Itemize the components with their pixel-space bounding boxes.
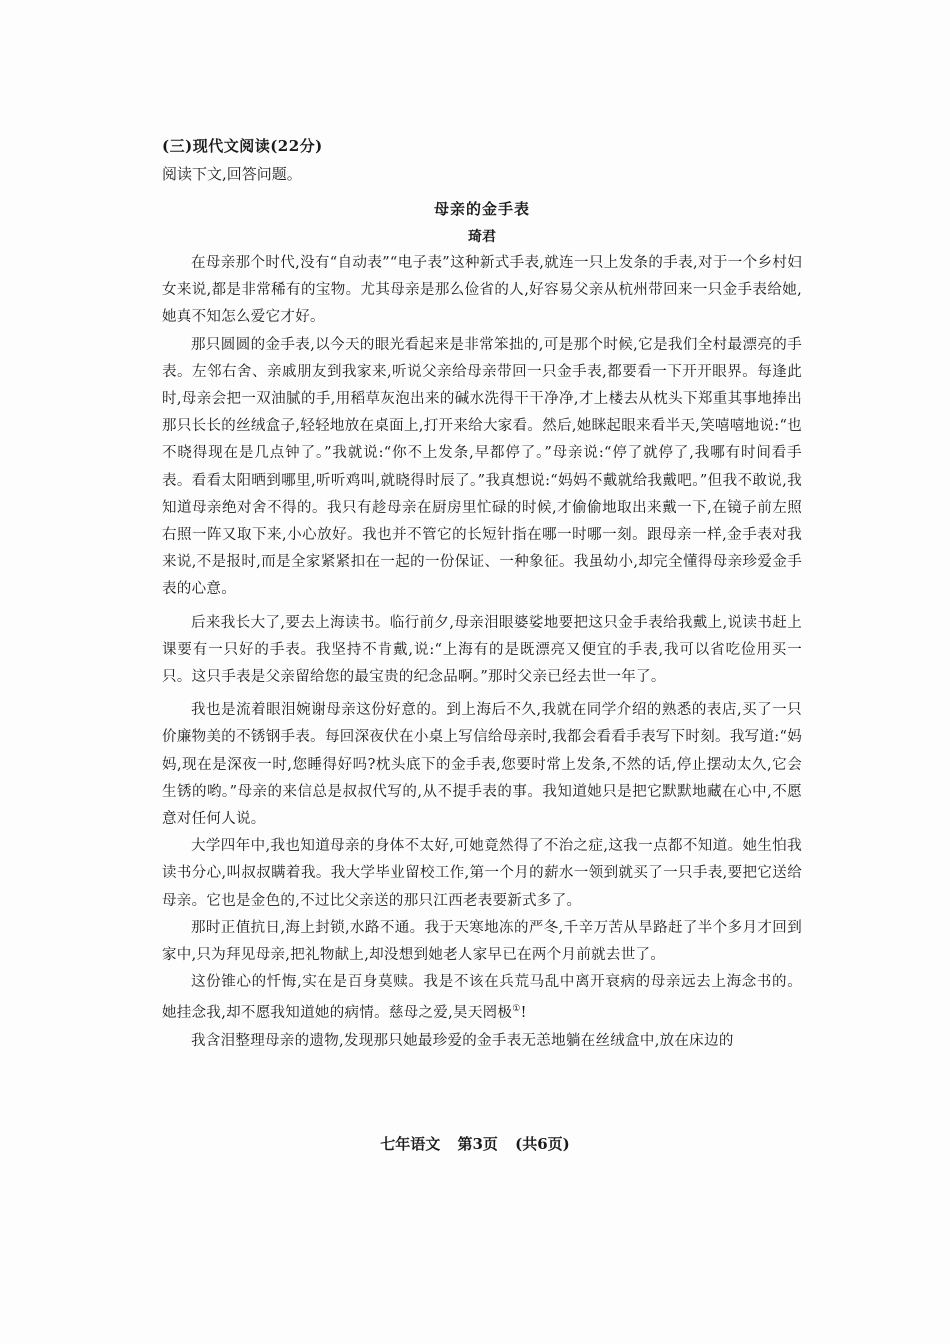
paragraph-7-text: 这份锥心的忏悔,实在是百身莫赎。我是不该在兵荒马乱中离开衰病的母亲远去上海念书的。她挂念我,却不愿我知道她的病情。慈母之爱,昊天罔极: [162, 974, 802, 1022]
article-author: 琦君: [468, 229, 496, 245]
paragraph-1: 在母亲那个时代,没有“自动表”“电子表”这种新式手表,就连一只上发条的手表,对于一个乡村妇女来说,都是非常稀有的宝物。尤其母亲是那么俭省的人,好容易父亲从杭州带回来一只金手表给她,她真不知怎么爱它才好。: [162, 255, 802, 326]
reading-section: [162, 132, 802, 1055]
section-instruction: 阅读下文,回答问题。: [162, 165, 302, 183]
paragraph-4: 我也是流着眼泪婉谢母亲这份好意的。到上海后不久,我就在同学介绍的熟悉的表店,买了一只价廉物美的不锈钢手表。每回深夜伏在小桌上写信给母亲时,我都会看看手表写下时刻。我写道:“妈妈,现在是深夜一时,您睡得好吗?枕头底下的金手表,您要时常上发条,不然的话,停止摆动太久,它会生锈的哟。”母亲的来信总是叔叔代写的,从不提手表的事。我知道她只是把它默默地藏在心中,不愿意对任何人说。: [162, 702, 802, 828]
paragraph-8: 我含泪整理母亲的遗物,发现那只她最珍爱的金手表无恙地躺在丝绒盒中,放在床边的: [191, 1032, 734, 1049]
article-title: 母亲的金手表: [433, 200, 530, 218]
footer-total-pages: (共6页): [515, 1135, 570, 1153]
paragraph-5: 大学四年中,我也知道母亲的身体不太好,可她竟然得了不治之症,这我一点都不知道。她生怕我读书分心,叫叔叔瞒着我。我大学毕业留校工作,第一个月的薪水一领到就买了一只手表,要把它送给母亲。它也是金色的,不过比父亲送的那只江西老表要新式多了。: [162, 838, 802, 909]
paragraph-2: 那只圆圆的金手表,以今天的眼光看起来是非常笨拙的,可是那个时候,它是我们全村最漂亮的手表。左邻右舍、亲戚朋友到我家来,听说父亲给母亲带回一只金手表,都要看一下开开眼界。每逢此时,母亲会把一双油腻的手,用稻草灰泡出来的碱水洗得干干净净,才上楼去从枕头下郑重其事地捧出那只长长的丝绒盒子,轻轻地放在桌面上,打开来给大家看。然后,她眯起眼来看半天,笑嘻嘻地说:“也不晓得现在是几点钟了。”我就说:“你不上发条,早都停了。”母亲说:“停了就停了,我哪有时间看手表。看看太阳晒到哪里,听听鸡叫,就晓得时辰了。”我真想说:“妈妈不戴就给我戴吧。”但我不敢说,我知道母亲绝对舍不得的。我只有趁母亲在厨房里忙碌的时候,才偷偷地取出来戴一下,在镜子前左照右照一阵又取下来,小心放好。我也并不管它的长短针指在哪一时哪一刻。跟母亲一样,金手表对我来说,不是报时,而是全家紧紧扣在一起的一份保证、一种象征。我虽幼小,却完全懂得母亲珍爱金手表的心意。: [162, 336, 802, 598]
paragraph-3: 后来我长大了,要去上海读书。临行前夕,母亲泪眼婆娑地要把这只金手表给我戴上,说读书赶上课要有一只好的手表。我坚持不肯戴,说:“上海有的是既漂亮又便宜的手表,我可以省吃俭用买一只。这只手表是父亲留给您的最宝贵的纪念品啊。”那时父亲已经去世一年了。: [162, 614, 802, 686]
page-footer: [0, 1130, 950, 1158]
paragraph-7-end: !: [520, 1005, 527, 1022]
footnote-marker: ①: [512, 1004, 521, 1015]
footer-page-number: 第3页: [457, 1135, 498, 1153]
paragraph-6: 那时正值抗日,海上封锁,水路不通。我于天寒地冻的严冬,千辛万苦从旱路赶了半个多月才回到家中,只为拜见母亲,把礼物献上,却没想到她老人家早已在两个月前就去世了。: [162, 919, 802, 964]
footer-subject: 七年语文: [380, 1135, 441, 1153]
section-heading: (三)现代文阅读(22分): [162, 137, 323, 155]
paragraph-7: [162, 969, 802, 1027]
